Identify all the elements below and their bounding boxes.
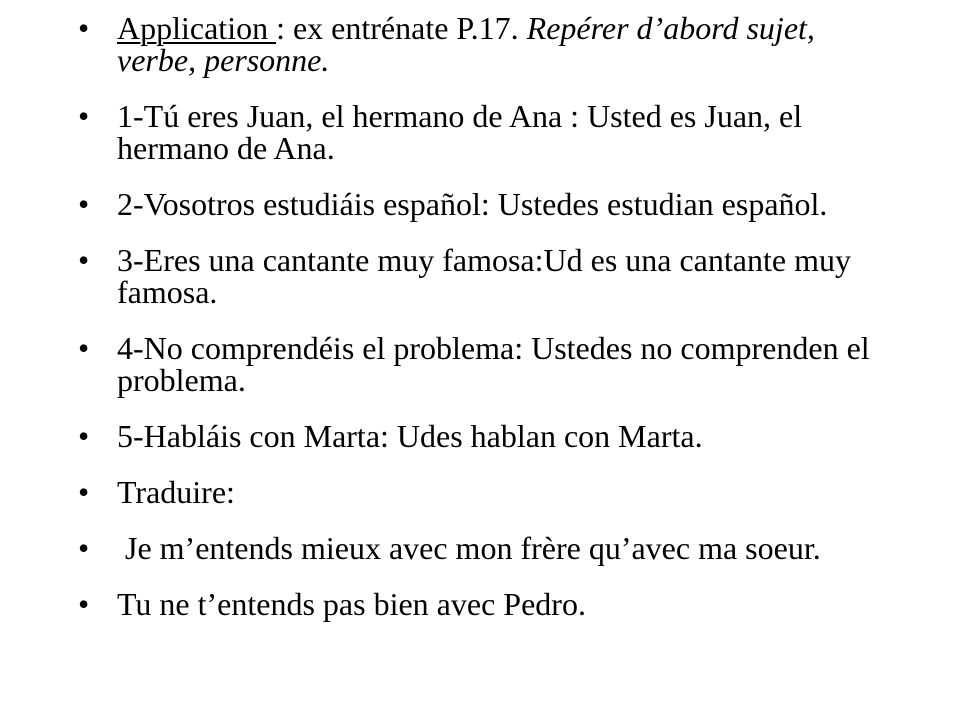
bullet-text: Je m’entends mieux avec mon frère qu’avec ma soeur. bbox=[117, 530, 821, 566]
bullet-list bbox=[78, 12, 888, 644]
bullet-item-4 bbox=[78, 332, 888, 396]
bullet-icon: • bbox=[78, 330, 90, 366]
bullet-text: 3-Eres una cantante muy famosa:Ud es una cantante muy famosa. bbox=[117, 242, 851, 310]
bullet-icon: • bbox=[78, 98, 90, 134]
bullet-text: Tu ne t’entends pas bien avec Pedro. bbox=[117, 586, 586, 622]
bullet-item-translate-2 bbox=[78, 588, 888, 620]
bullet-icon: • bbox=[78, 530, 90, 566]
bullet-text: 4-No comprendéis el problema: Ustedes no comprenden el problema. bbox=[117, 330, 870, 398]
bullet-icon: • bbox=[78, 186, 90, 222]
bullet-icon: • bbox=[78, 418, 90, 454]
bullet-item-translate-1 bbox=[78, 532, 888, 564]
bullet-icon: • bbox=[78, 586, 90, 622]
bullet-item-5 bbox=[78, 420, 888, 452]
bullet-item-application bbox=[78, 12, 888, 76]
bullet-item-3 bbox=[78, 244, 888, 308]
bullet-icon: • bbox=[78, 10, 90, 46]
bullet-text: 5-Habláis con Marta: Udes hablan con Marta. bbox=[117, 418, 703, 454]
bullet-item-1 bbox=[78, 100, 888, 164]
bullet-text: 1-Tú eres Juan, el hermano de Ana : Usted es Juan, el hermano de Ana. bbox=[117, 98, 803, 166]
exercise-reference: : ex entrénate P.17. bbox=[276, 10, 527, 46]
exercise-instruction: Repérer d’abord sujet, verbe, personne. bbox=[117, 10, 815, 78]
bullet-icon: • bbox=[78, 242, 90, 278]
bullet-item-traduire bbox=[78, 476, 888, 508]
bullet-icon: • bbox=[78, 474, 90, 510]
bullet-text: Traduire: bbox=[117, 474, 235, 510]
application-label: Application bbox=[117, 10, 277, 46]
bullet-item-2 bbox=[78, 188, 888, 220]
bullet-text: 2-Vosotros estudiáis español: Ustedes estudian español. bbox=[117, 186, 828, 222]
